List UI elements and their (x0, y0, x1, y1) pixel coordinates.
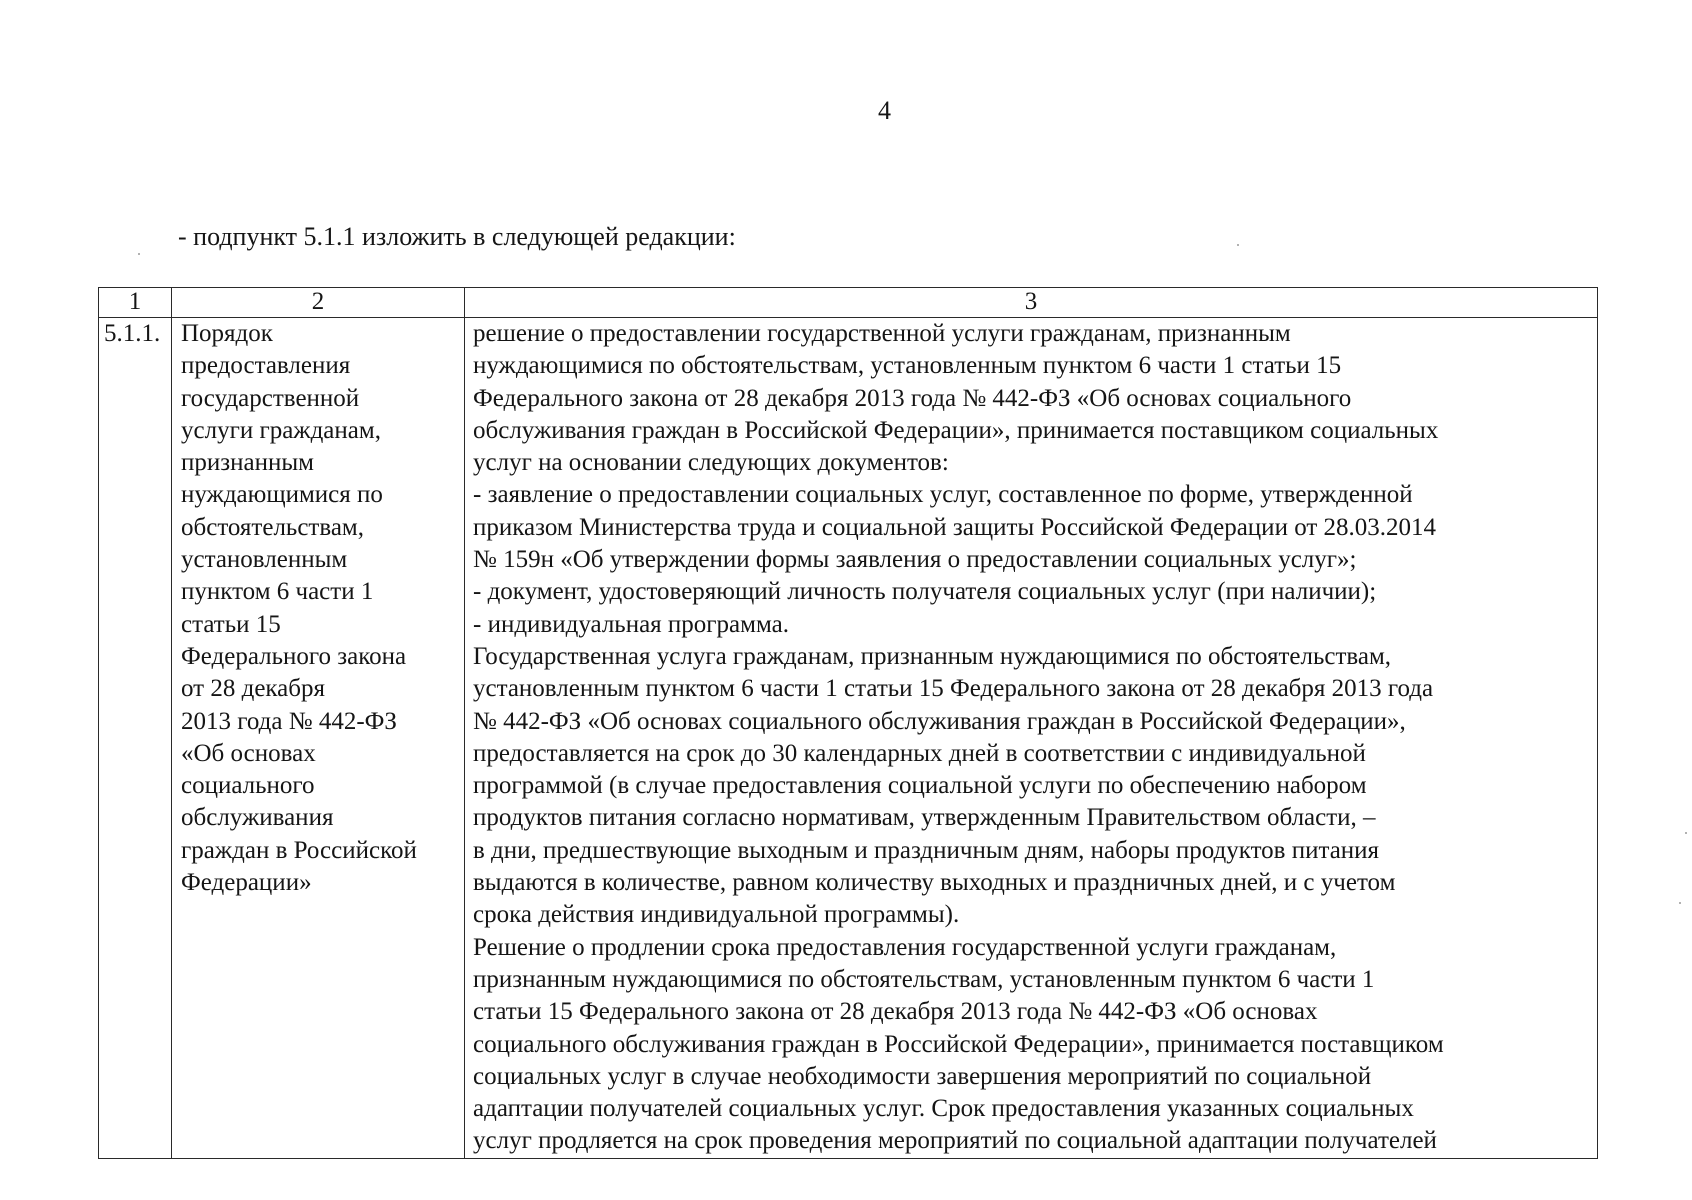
text-line: социального обслуживания граждан в Российской Федерации», принимается поставщиком (473, 1030, 1444, 1058)
name-line: пунктом 6 части 1 (181, 578, 374, 606)
text-line: нуждающимися по обстоятельствам, установленным пунктом 6 части 1 статьи 15 (473, 352, 1342, 380)
name-line: социального (181, 772, 315, 800)
name-line: предоставления (181, 352, 351, 380)
text-line: Государственная услуга гражданам, признанным нуждающимися по обстоятельствам, (473, 642, 1392, 670)
text-line: продуктов питания согласно нормативам, утвержденным Правительством области, – (473, 804, 1376, 832)
text-line: услуг на основании следующих документов: (473, 449, 949, 477)
table-header (99, 288, 1598, 318)
text-line: социальных услуг в случае необходимости завершения мероприятий по социальной (473, 1062, 1372, 1090)
header-col-1: 1 (99, 288, 172, 318)
row-number-cell: 5.1.1. (99, 318, 172, 1159)
name-line: Федерального закона (181, 642, 407, 670)
text-line: статьи 15 Федерального закона от 28 декабря 2013 года № 442-ФЗ «Об основах (473, 998, 1318, 1026)
name-line: граждан в Российской (181, 836, 417, 864)
name-line: обслуживания (181, 804, 334, 832)
name-line: государственной (181, 384, 360, 412)
name-line: от 28 декабря (181, 675, 325, 703)
text-line: - индивидуальная программа. (473, 610, 789, 638)
scan-speck (1685, 832, 1687, 834)
name-line: обстоятельствам, (181, 513, 364, 541)
text-line: - заявление о предоставлении социальных услуг, составленное по форме, утвержденной (473, 481, 1413, 509)
page-number: 4 (878, 96, 891, 125)
text-line: № 159н «Об утверждении формы заявления о предоставлении социальных услуг»; (473, 546, 1357, 574)
name-line: 2013 года № 442-ФЗ (181, 707, 397, 735)
text-line: обслуживания граждан в Российской Федерации», принимается поставщиком социальных (473, 416, 1439, 444)
scan-speck (138, 253, 140, 255)
header-row (99, 288, 1598, 318)
name-line: услуги гражданам, (181, 416, 381, 444)
amendment-table (98, 287, 1598, 1159)
name-line: Порядок (181, 320, 273, 347)
intro-text: - подпункт 5.1.1 изложить в следующей редакции: (178, 222, 736, 251)
text-line: адаптации получателей социальных услуг. Срок предоставления указанных социальных (473, 1095, 1414, 1123)
text-line: решение о предоставлении государственной услуги гражданам, признанным (473, 320, 1291, 347)
text-line: № 442-ФЗ «Об основах социального обслуживания граждан в Российской Федерации», (473, 707, 1406, 735)
text-line: срока действия индивидуальной программы). (473, 901, 960, 929)
text-line: услуг продляется на срок проведения мероприятий по социальной адаптации получателей (473, 1127, 1437, 1155)
text-line: - документ, удостоверяющий личность получателя социальных услуг (при наличии); (473, 578, 1377, 606)
name-line: признанным (181, 449, 314, 477)
text-line: программой (в случае предоставления социальной услуги по обеспечению набором (473, 772, 1367, 800)
name-line: установленным (181, 546, 348, 574)
row-name-cell (172, 318, 465, 1159)
header-col-2: 2 (172, 288, 465, 318)
text-line: признанным нуждающимися по обстоятельствам, установленным пунктом 6 части 1 (473, 965, 1375, 993)
header-col-3: 3 (465, 288, 1598, 318)
scan-speck (1237, 244, 1239, 246)
name-line: статьи 15 (181, 610, 281, 638)
name-line: «Об основах (181, 739, 316, 767)
row-text-cell (465, 318, 1598, 1159)
name-line: Федерации» (181, 869, 312, 897)
text-line: приказом Министерства труда и социальной защиты Российской Федерации от 28.03.2014 (473, 513, 1437, 541)
table-row (99, 318, 1598, 1159)
text-line: выдаются в количестве, равном количеству выходных и праздничных дней, и с учетом (473, 869, 1396, 897)
text-line: Федерального закона от 28 декабря 2013 года № 442-ФЗ «Об основах социального (473, 384, 1352, 412)
text-line: установленным пунктом 6 части 1 статьи 15 Федерального закона от 28 декабря 2013 года (473, 675, 1434, 703)
name-line: нуждающимися по (181, 481, 383, 509)
scan-speck (1679, 902, 1681, 904)
text-line: Решение о продлении срока предоставления государственной услуги гражданам, (473, 933, 1337, 961)
text-line: в дни, предшествующие выходным и праздничным дням, наборы продуктов питания (473, 836, 1380, 864)
text-line: предоставляется на срок до 30 календарных дней в соответствии с индивидуальной (473, 739, 1366, 767)
